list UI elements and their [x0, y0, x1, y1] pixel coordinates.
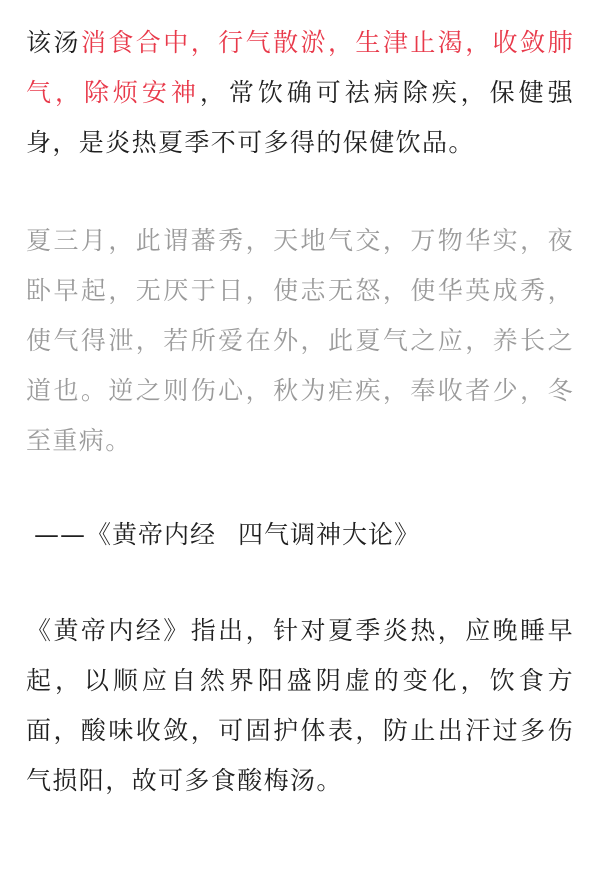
highlighted-benefits: 消食合中，行气散淤，生津止渴，收敛肺气，除烦安神	[26, 28, 574, 107]
citation-book: 《黄帝内经	[86, 520, 217, 549]
paragraph-rest: ，常饮确可祛病除疾，保健强身，是炎热夏季不可多得的保健饮品。	[26, 78, 575, 157]
classic-quote: 夏三月，此谓蕃秀，天地气交，万物华实，夜卧早起，无厌于日，使志无怒，使华英成秀，使气得泄，若所爱在外，此夏气之应，养长之道也。逆之则伤心，秋为疟疾，奉收者少，冬至重病。	[26, 226, 574, 455]
quote-citation	[34, 510, 574, 560]
paragraph-intro: 该汤	[26, 28, 81, 57]
paragraph-summer-advice: 《黄帝内经》指出，针对夏季炎热，应晚睡早起，以顺应自然界阳盛阴虚的变化，饮食方面，酸味收敛，可固护体表，防止出汗过多伤气损阳，故可多食酸梅汤。	[26, 616, 574, 795]
citation-dash: ——	[34, 520, 86, 549]
citation-chapter: 四气调神大论》	[238, 520, 421, 549]
paragraph-herbal-benefits	[26, 18, 574, 168]
